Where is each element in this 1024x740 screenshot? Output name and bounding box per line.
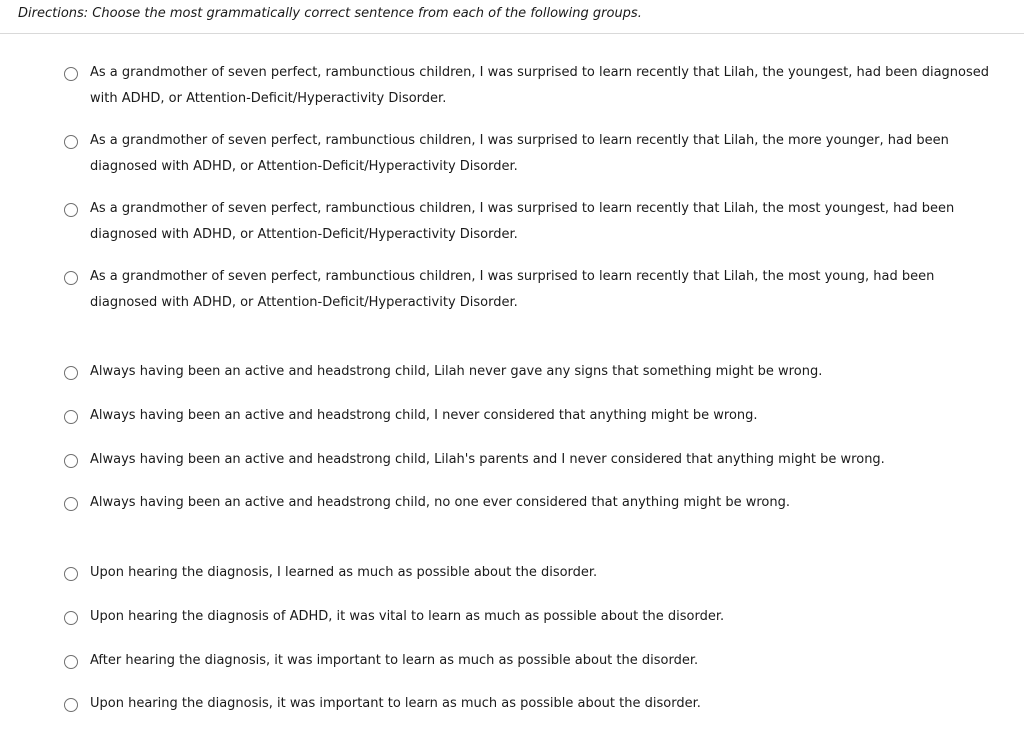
radio-button[interactable] xyxy=(64,698,78,712)
radio-button[interactable] xyxy=(64,203,78,217)
radio-button[interactable] xyxy=(64,454,78,468)
option-label[interactable]: Upon hearing the diagnosis of ADHD, it was vital to learn as much as possible about the disorder. xyxy=(90,609,725,624)
option-label[interactable]: Always having been an active and headstrong child, Lilah's parents and I never considered that anything might be wrong. xyxy=(90,452,885,467)
radio-button[interactable] xyxy=(64,655,78,669)
directions-header xyxy=(0,0,1024,34)
option-label[interactable]: Always having been an active and headstrong child, Lilah never gave any signs that something might be wrong. xyxy=(90,364,823,379)
radio-button[interactable] xyxy=(64,366,78,380)
radio-button[interactable] xyxy=(64,567,78,581)
option-label[interactable]: Upon hearing the diagnosis, it was important to learn as much as possible about the disorder. xyxy=(90,696,701,711)
radio-button[interactable] xyxy=(64,271,78,285)
option-label[interactable]: Upon hearing the diagnosis, I learned as much as possible about the disorder. xyxy=(90,565,598,580)
option-label[interactable]: As a grandmother of seven perfect, rambunctious children, I was surprised to learn recently that Lilah, the more younger, had been diagnosed with ADHD, or Attention-Deficit/Hyperactivity Disorder. xyxy=(90,133,949,174)
radio-button[interactable] xyxy=(64,67,78,81)
option-label[interactable]: As a grandmother of seven perfect, rambunctious children, I was surprised to learn recently that Lilah, the most young, had been diagnosed with ADHD, or Attention-Deficit/Hyperactivity Disorder. xyxy=(90,269,935,310)
radio-button[interactable] xyxy=(64,410,78,424)
option-label[interactable]: Always having been an active and headstrong child, no one ever considered that anything might be wrong. xyxy=(90,495,791,510)
radio-button[interactable] xyxy=(64,497,78,511)
option-label[interactable]: As a grandmother of seven perfect, rambunctious children, I was surprised to learn recently that Lilah, the youngest, had been diagnosed with ADHD, or Attention-Deficit/Hyperactivity Disorder. xyxy=(90,65,990,106)
option-label[interactable]: As a grandmother of seven perfect, rambunctious children, I was surprised to learn recently that Lilah, the most youngest, had been diagnosed with ADHD, or Attention-Deficit/Hyperactivity Disorder. xyxy=(90,201,955,242)
directions-text: Directions: Choose the most grammatically correct sentence from each of the following groups. xyxy=(18,6,642,21)
radio-button[interactable] xyxy=(64,611,78,625)
radio-button[interactable] xyxy=(64,135,78,149)
option-label[interactable]: Always having been an active and headstrong child, I never considered that anything might be wrong. xyxy=(90,408,758,423)
option-label[interactable]: After hearing the diagnosis, it was important to learn as much as possible about the disorder. xyxy=(90,653,699,668)
